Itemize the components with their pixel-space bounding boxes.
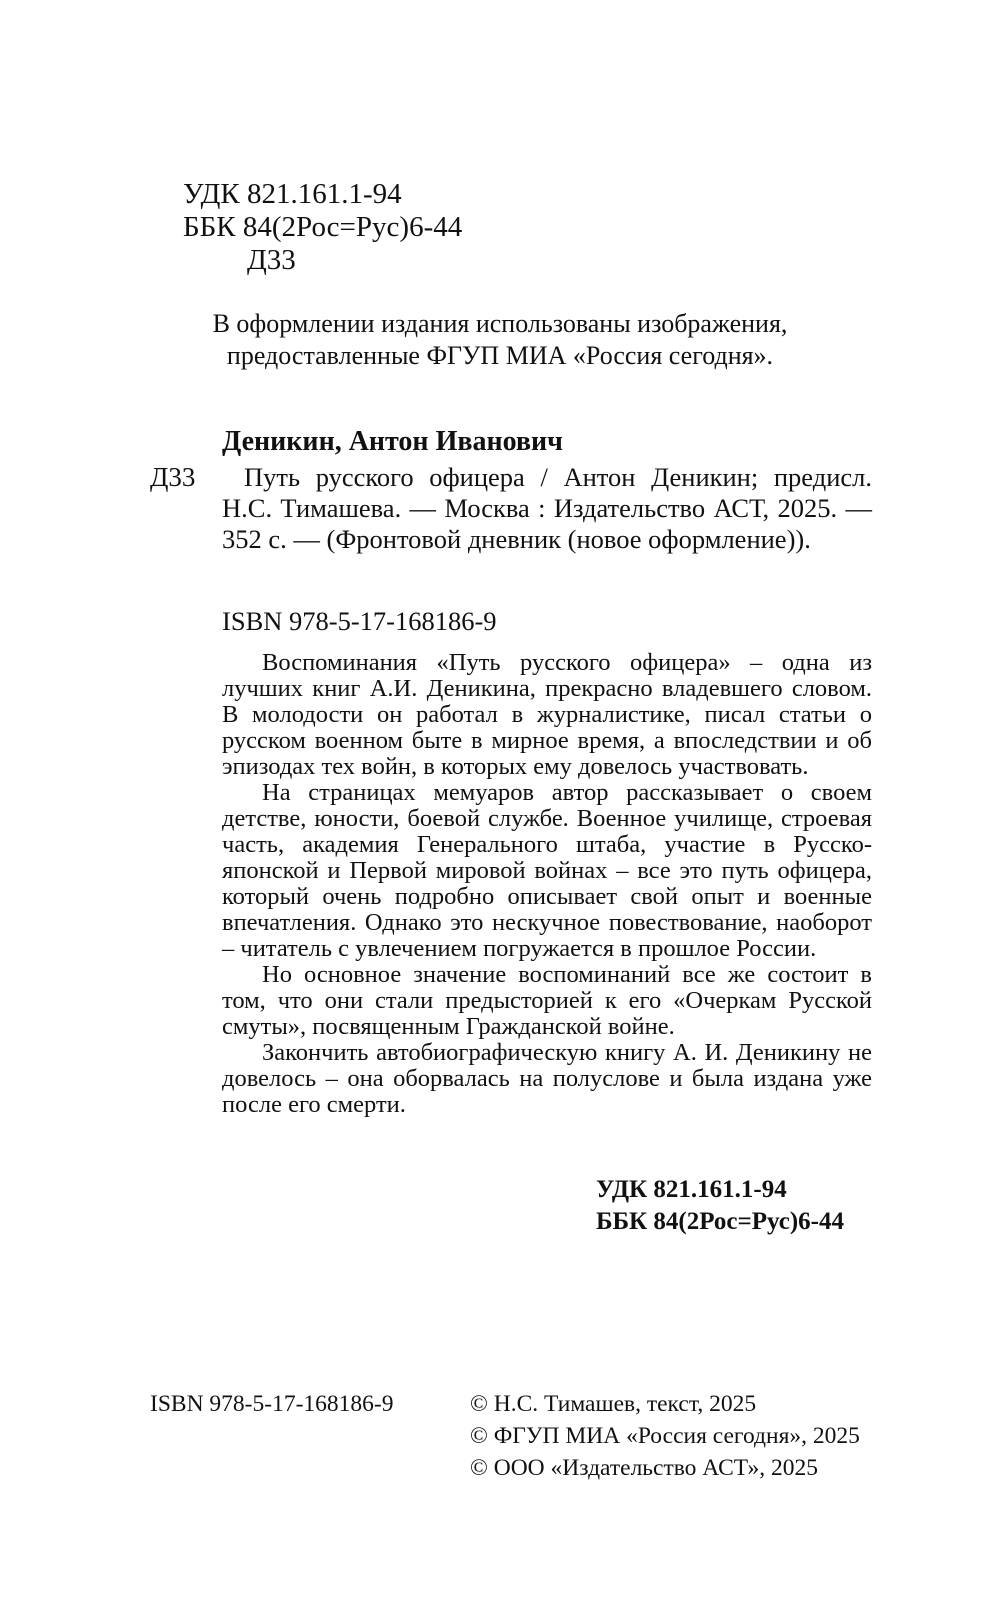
annotation-paragraph: Воспоминания «Путь русского офицера» – одна из лучших книг А.И. Деникина, прекрасно владевшего словом. В молодости он работал в журналистике, писал статьи о русском военном быте в мирное время, а впоследствии и об эпизодах тех войн, в которых ему довелось участвовать. [222,649,872,780]
copyright-notices [470,1388,860,1484]
catalog-mark: Д33 [150,462,196,492]
bbk-code-bold: ББК 84(2Рос=Рус)6-44 [596,1208,844,1235]
bibliographic-description: Путь русского офицера / Антон Деникин; предисл. Н.С. Тимашева. — Москва : Издательство АСТ, 2025. — 352 с. — (Фронтовой дневник (новое оформление)). [222,462,872,554]
annotation-paragraph: На страницах мемуаров автор рассказывает о своем детстве, юности, боевой службе. Военное училище, строевая часть, академия Генерального штаба, участие в Русско-японской и Первой мировой войнах – все это путь офицера, который очень подробно описывает свой опыт и военные впечатления. Однако это нескучное повествование, наоборот – читатель с увлечением погружается в прошлое России. [222,779,872,962]
image-credits [150,308,850,372]
copyright-line: © Н.С. Тимашев, текст, 2025 [470,1391,757,1417]
annotation [222,650,872,1118]
author-heading: Деникин, Антон Иванович [222,426,563,457]
classification-codes [183,178,462,277]
bbk-code: ББК 84(2Рос=Рус)6-44 [183,211,463,243]
annotation-paragraph: Закончить автобиографическую книгу А. И. Деникину не довелось – она оборвалась на полуслове и была издана уже после его смерти. [222,1039,872,1118]
copyright-line: © ООО «Издательство АСТ», 2025 [470,1455,819,1481]
credits-line: В оформлении издания использованы изображения, [212,309,788,338]
udk-code: УДК 821.161.1-94 [183,178,402,210]
annotation-paragraph: Но основное значение воспоминаний все же состоит в том, что они стали предысторией к его «Очеркам Русской смуты», посвященным Гражданской войне. [222,961,872,1040]
credits-line: предоставленные ФГУП МИА «Россия сегодня». [226,341,774,370]
classification-codes-bold [596,1174,844,1238]
udk-code-bold: УДК 821.161.1-94 [596,1176,787,1203]
isbn-record: ISBN 978-5-17-168186-9 [222,606,497,636]
author-mark: Д33 [247,244,296,276]
footer-isbn: ISBN 978-5-17-168186-9 [150,1391,394,1417]
copyright-line: © ФГУП МИА «Россия сегодня», 2025 [470,1423,860,1449]
